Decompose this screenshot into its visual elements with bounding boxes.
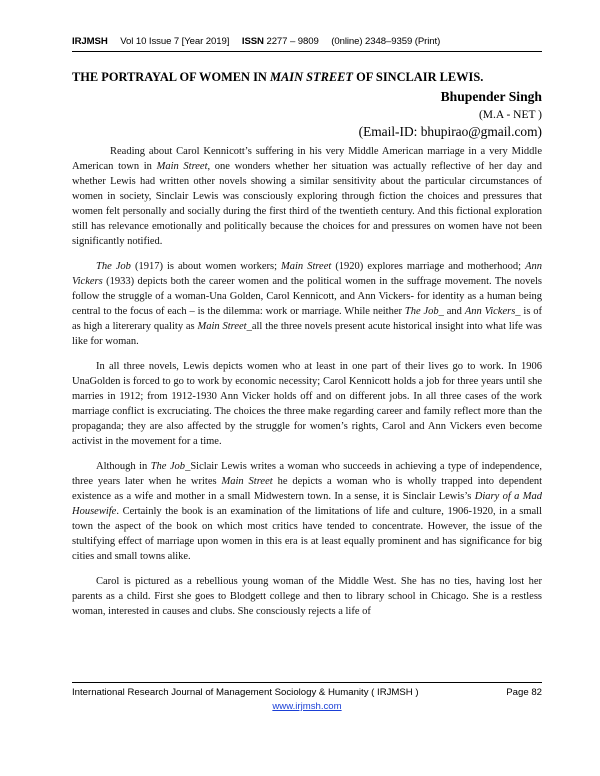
- running-footer: [72, 687, 542, 698]
- author-qualification: (M.A - NET ): [478, 109, 542, 121]
- footer-journal: International Research Journal of Management Sociology & Humanity ( IRJMSH ): [72, 687, 419, 698]
- footer-divider: [72, 682, 542, 683]
- article-title: [72, 70, 542, 85]
- volume-info: Vol 10 Issue 7 [Year 2019]: [120, 36, 230, 47]
- journal-abbrev: IRJMSH: [72, 36, 108, 47]
- journal-website-link[interactable]: www.irjmsh.com: [272, 701, 342, 712]
- title-suffix: OF SINCLAIR LEWIS.: [356, 70, 484, 84]
- title-prefix: THE PORTRAYAL OF WOMEN IN: [72, 70, 267, 84]
- paragraph-3: In all three novels, Lewis depicts women who at least in one part of their lives go to work. In 1906 UnaGolden is forced to go to work by economic necessity; Carol Kennicott holds a job for three years until she marries in 1912; from 1912-1930 Ann Vicker holds off and on different jobs. In all three cases of the work marriage conflict is excruciating. The choices the three make regarding career and family reflect more than the propaganda; they are also affected by the struggle for women’s rights, Carol and Ann Vickers even become activist in the movement for a time.: [72, 361, 542, 447]
- author-block: [359, 88, 542, 140]
- paragraph-1: Reading about Carol Kennicott’s suffering in his very Middle American marriage in a very Middle American town in Main Street, one wonders whether her situation was actually reflective of her day and whether Lewis had written other novels showing a similar sensitivity about the particular circumstances of women in society, Sinclair Lewis was consciously exploring through fiction the choices and pressures that women felt personally and socially during the first third of the twentieth century. And this fictional exploration still has relevance emotionally and politically because the choices for and pressures on women have not been significantly notified.: [72, 146, 542, 247]
- author-name: Bhupender Singh: [440, 89, 542, 104]
- article-body: [72, 144, 542, 629]
- issn-print: 2277 – 9809: [266, 36, 319, 47]
- paragraph-4: Although in The Job_Siclair Lewis writes a woman who succeeds in achieving a type of independence, three years later when he writes Main Street he depicts a woman who is wholly trapped into dependent existence as a wife and mother in a small Midwestern town. In a sense, it is Sinclair Lewis’s Diary of a Mad Housewife. Certainly the book is an examination of the limitations of life and culture, 1906-1920, in a small town the aspect of the book on which most critics have tended to concentrate. However, the issue of the stultifying effect of marriage upon women in this era is at least equally prominent and has significance for big cities and small towns alike.: [72, 461, 543, 562]
- paragraph-2: The Job (1917) is about women workers; Main Street (1920) explores marriage and motherhood; Ann Vickers (1933) depicts both the career women and the political women in the suffrage movement. The novels follow the struggle of a woman-Una Golden, Carol Kennicott, and Ann Vickers- for identity as a human being central to the focus of each – is the dilemma: work or marriage. While neither The Job_ and Ann Vickers_ is of as high a litererary quality as Main Street_all the three novels present acute historical insight into what life was like for woman.: [72, 261, 543, 347]
- title-italic: MAIN STREET: [269, 70, 353, 84]
- paragraph-5: Carol is pictured as a rebellious young woman of the Middle West. She has no ties, having lost her parents as a child. First she goes to Blodgett college and then to library school in Chicago. She is a restless woman, interested in causes and clubs. She consciously rejects a life of: [72, 576, 542, 617]
- running-header: [72, 36, 542, 47]
- issn-label: ISSN: [241, 36, 264, 47]
- author-email: (Email-ID: bhupirao@gmail.com): [358, 124, 542, 139]
- page-number: Page 82: [506, 687, 542, 698]
- header-divider: [72, 51, 542, 52]
- issn-online: (0nline) 2348–9359 (Print): [331, 36, 441, 47]
